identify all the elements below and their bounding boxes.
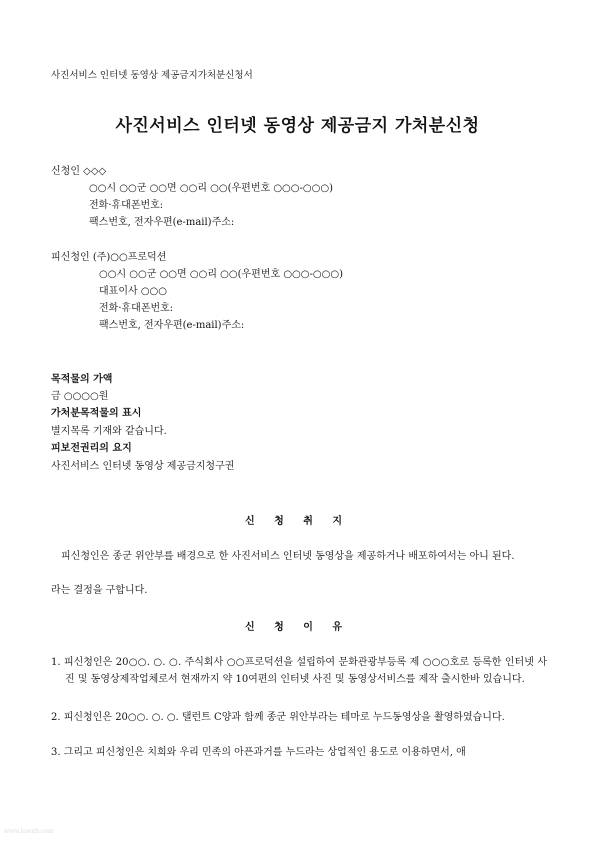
- object-value: 금 ○○○○원: [51, 391, 109, 402]
- document-title: 사진서비스 인터넷 동영상 제공금지 가처분신청: [115, 116, 480, 136]
- respondent-address: ○○시 ○○군 ○○면 ○○리 ○○(우편번호 ○○○-○○○): [99, 269, 343, 280]
- reason-item-1: 1. 피신청인은 20○○. ○. ○. 주식회사 ○○프로덕션을 설립하여 문화관광부등록 제 ○○○호로 등록한 인터넷 사진 및 동영상제작업체로서 현재까지 약 10여편의 인터넷 사진 및 동영상서비스를 제작 출시한바 있습니다.: [51, 657, 547, 685]
- document-header: 사진서비스 인터넷 동영상 제공금지가처분신청서: [51, 70, 253, 81]
- object-display-heading: 가처분목적물의 표시: [51, 408, 142, 419]
- purpose-closing: 라는 결정을 구합니다.: [51, 585, 148, 596]
- reason-item-3: 3. 그리고 피신청인은 치희와 우리 민족의 아픈과거를 누드라는 상업적인 용도로 이용하면서, 애: [51, 747, 466, 758]
- respondent-fax-email: 팩스번호, 전자우편(e-mail)주소:: [99, 320, 245, 331]
- respondent-ceo: 대표이사 ○○○: [99, 286, 167, 297]
- applicant-fax-email: 팩스번호, 전자우편(e-mail)주소:: [89, 217, 235, 228]
- preserved-right-heading: 피보전권리의 요지: [51, 443, 132, 454]
- reason-heading: 신 청 이 유: [244, 622, 351, 633]
- object-value-heading: 목적물의 가액: [51, 374, 113, 385]
- respondent-phone: 전화·휴대폰번호:: [99, 303, 174, 314]
- object-display: 별지목록 기재와 같습니다.: [51, 426, 167, 437]
- applicant-address: ○○시 ○○군 ○○면 ○○리 ○○(우편번호 ○○○-○○○): [89, 183, 333, 194]
- footer-watermark: www.lawnb.com: [4, 828, 54, 835]
- purpose-heading: 신 청 취 지: [244, 516, 351, 527]
- preserved-right: 사진서비스 인터넷 동영상 제공금지청구권: [51, 461, 235, 472]
- applicant-phone: 전화·휴대폰번호:: [89, 200, 164, 211]
- purpose-text: 피신청인은 종군 위안부를 배경으로 한 사진서비스 인터넷 동영상을 제공하거나 배포하여서는 아니 된다.: [61, 551, 515, 562]
- applicant-name: 신청인 ◇◇◇: [51, 166, 107, 177]
- reason-item-2: 2. 피신청인은 20○○. ○. ○. 탤런트 C양과 함께 종군 위안부라는 테마로 누드동영상을 촬영하였습니다.: [51, 712, 505, 723]
- respondent-name: 피신청인 (주)○○프로덕션: [51, 252, 167, 263]
